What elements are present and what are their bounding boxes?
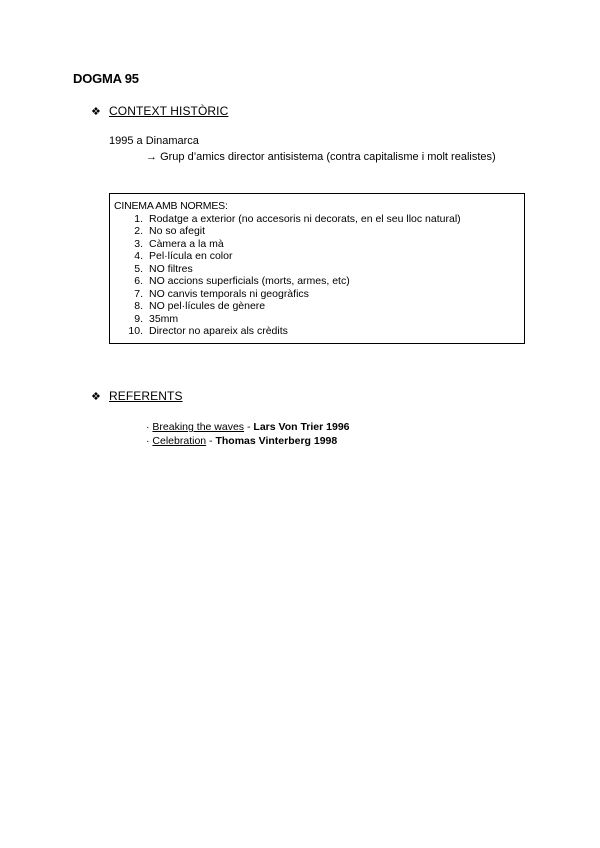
rule-number: 3. (134, 237, 143, 250)
document-title: DOGMA 95 (73, 71, 139, 86)
rule-item (114, 250, 520, 263)
rule-text: Pel·lícula en color (149, 250, 233, 262)
rule-number: 4. (134, 250, 143, 262)
rule-text: NO pel·lícules de gènere (149, 300, 266, 312)
year-line: 1995 a Dinamarca (109, 135, 199, 147)
referent-director-year: Lars Von Trier 1996 (253, 421, 350, 433)
rule-item (114, 225, 520, 238)
rule-text: Director no apareix als crèdits (149, 325, 288, 337)
rule-item (114, 325, 520, 338)
rule-text: 35mm (149, 312, 179, 325)
referent-item (146, 421, 350, 433)
rule-number: 2. (134, 225, 143, 237)
referent-separator: - (244, 421, 254, 433)
rule-number: 6. (134, 275, 143, 287)
rule-number: 5. (134, 262, 143, 275)
rule-number: 7. (134, 287, 143, 300)
rules-box-heading: CINEMA AMB NORMES: (114, 200, 228, 212)
rule-text: NO canvis temporals ni geogràfics (149, 287, 309, 300)
rule-item (114, 313, 520, 326)
diamond-bullet-icon: ❖ (91, 105, 101, 118)
rule-item (114, 213, 520, 226)
rule-number: 10. (128, 325, 143, 337)
arrow-icon: → (146, 151, 157, 163)
referent-separator: - (206, 435, 216, 447)
rule-number: 8. (134, 300, 143, 312)
referents-heading-label: REFERENTS (109, 389, 183, 403)
group-line (146, 151, 496, 163)
referent-item (146, 435, 337, 447)
rule-text: NO accions superficials (morts, armes, etc) (149, 275, 350, 287)
rules-list (114, 213, 520, 338)
rule-item (114, 288, 520, 301)
referents-section-heading (91, 389, 183, 403)
context-heading-label: CONTEXT HISTÒRIC (109, 104, 229, 118)
context-section-heading (91, 104, 228, 118)
rule-item (114, 275, 520, 288)
rule-item (114, 263, 520, 276)
rule-text: Rodatge a exterior (no accesoris ni decorats, en el seu lloc natural) (149, 212, 461, 225)
rule-item (114, 300, 520, 313)
rule-item (114, 238, 520, 251)
rule-number: 9. (134, 312, 143, 325)
rule-number: 1. (134, 212, 143, 225)
referent-bullet: · (146, 435, 153, 447)
group-line-text: Grup d’amics director antisistema (contra capitalisme i molt realistes) (160, 151, 496, 163)
referent-bullet: · (146, 421, 153, 433)
diamond-bullet-icon: ❖ (91, 390, 101, 403)
referent-film-title: Breaking the waves (152, 421, 245, 433)
rule-text: No so afegit (149, 225, 206, 237)
rule-text: Càmera a la mà (149, 237, 224, 250)
rule-text: NO filtres (149, 262, 193, 275)
referent-director-year: Thomas Vinterberg 1998 (215, 435, 338, 447)
referent-film-title: Celebration (152, 435, 207, 447)
rules-box (109, 193, 525, 344)
